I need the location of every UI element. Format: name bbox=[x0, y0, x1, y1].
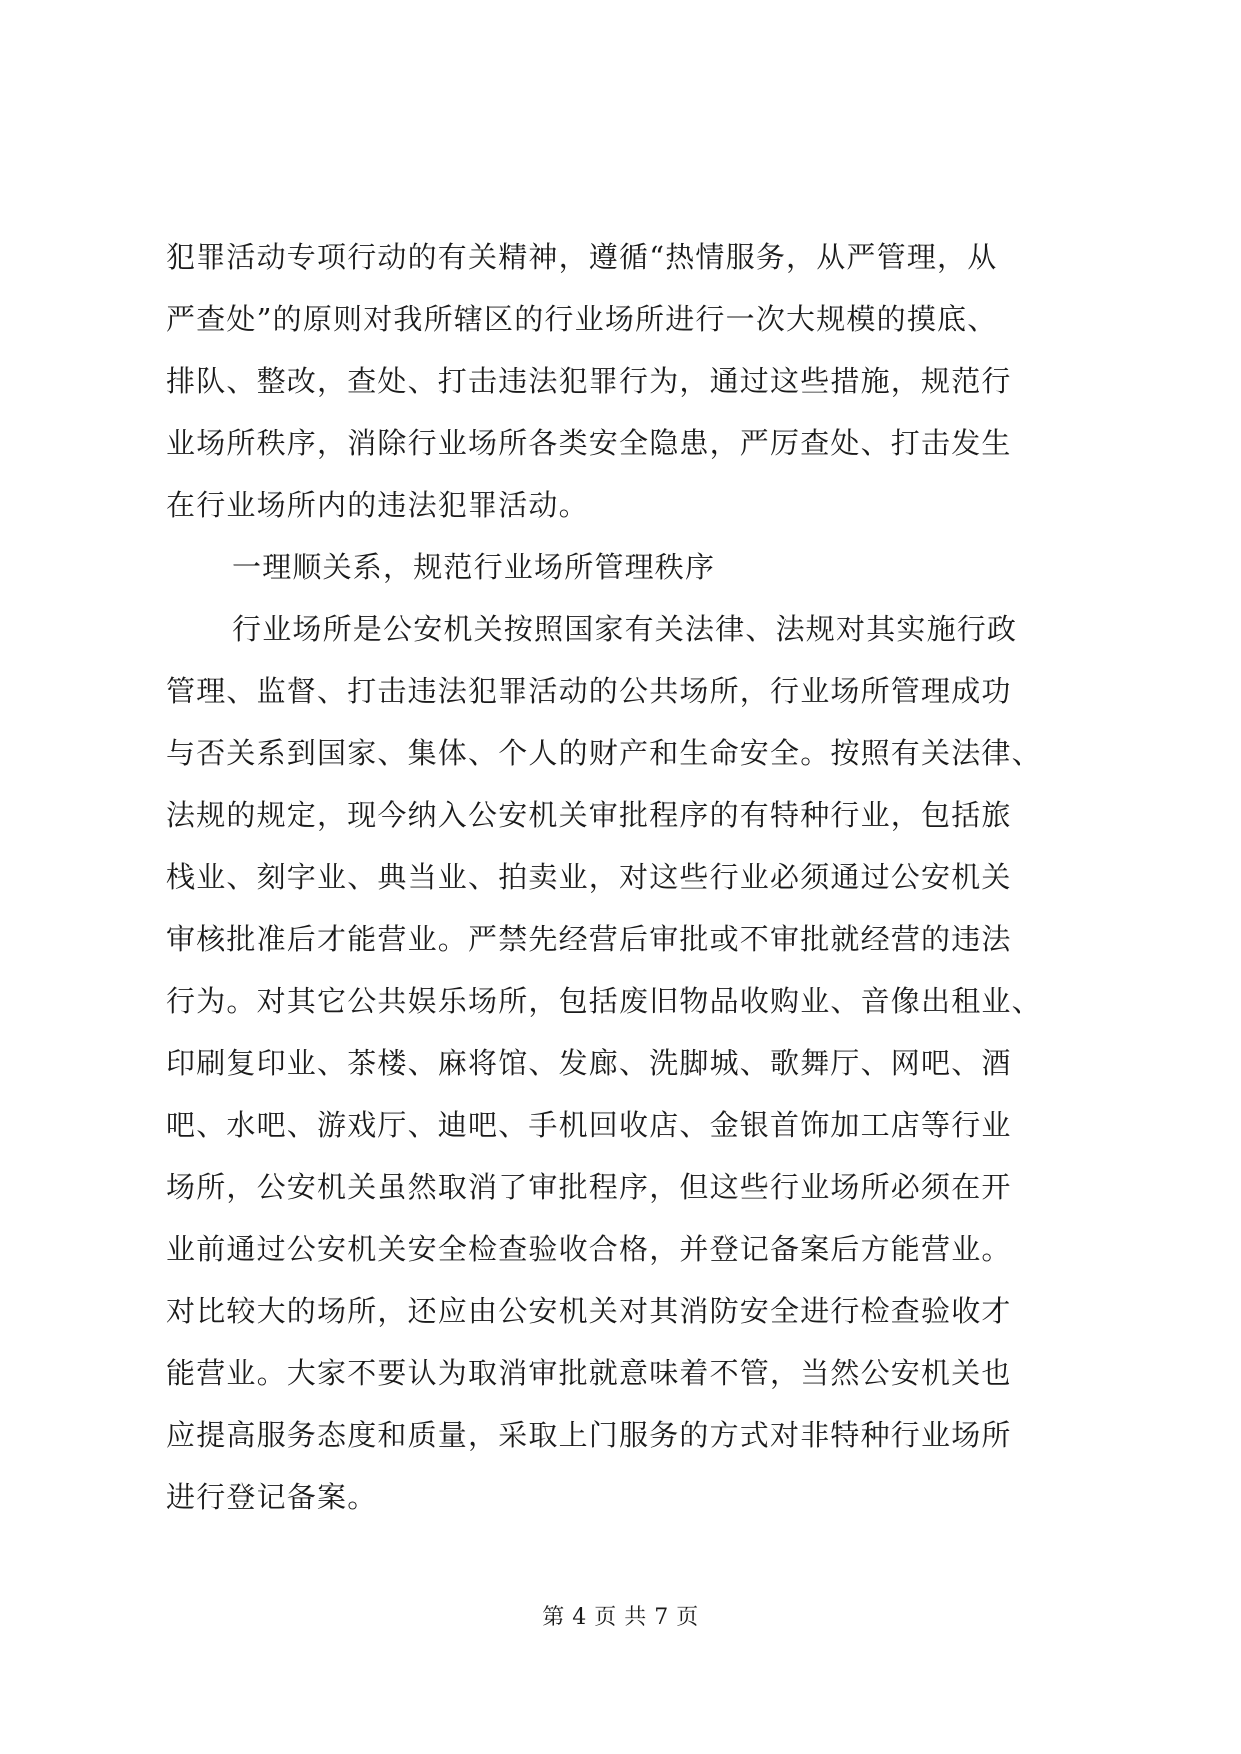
page-number: 第 4 页 共 7 页 bbox=[542, 1605, 699, 1630]
text-line: 场所，公安机关虽然取消了审批程序，但这些行业场所必须在开 bbox=[166, 1170, 1012, 1204]
text-line: 在行业场所内的违法犯罪活动。 bbox=[166, 488, 589, 522]
text-line: 进行登记备案。 bbox=[166, 1480, 378, 1514]
text-line: 业场所秩序，消除行业场所各类安全隐患，严厉查处、打击发生 bbox=[166, 426, 1012, 460]
text-line: 与否关系到国家、集体、个人的财产和生命安全。按照有关法律、 bbox=[166, 736, 1042, 770]
paragraph-first-line: 行业场所是公安机关按照国家有关法律、法规对其实施行政 bbox=[232, 612, 1018, 646]
text-line: 栈业、刻字业、典当业、拍卖业，对这些行业必须通过公安机关 bbox=[166, 860, 1012, 894]
text-line: 吧、水吧、游戏厅、迪吧、手机回收店、金银首饰加工店等行业 bbox=[166, 1108, 1012, 1142]
text-line: 行为。对其它公共娱乐场所，包括废旧物品收购业、音像出租业、 bbox=[166, 984, 1042, 1018]
text-line: 管理、监督、打击违法犯罪活动的公共场所，行业场所管理成功 bbox=[166, 674, 1012, 708]
text-line: 对比较大的场所，还应由公安机关对其消防安全进行检查验收才 bbox=[166, 1294, 1012, 1328]
text-line: 排队、整改，查处、打击违法犯罪行为，通过这些措施，规范行 bbox=[166, 364, 1012, 398]
text-line: 应提高服务态度和质量，采取上门服务的方式对非特种行业场所 bbox=[166, 1418, 1012, 1452]
text-line: 印刷复印业、茶楼、麻将馆、发廊、洗脚城、歌舞厅、网吧、酒 bbox=[166, 1046, 1012, 1080]
text-line: 犯罪活动专项行动的有关精神，遵循“热情服务，从严管理，从 bbox=[166, 240, 998, 274]
text-line: 能营业。大家不要认为取消审批就意味着不管，当然公安机关也 bbox=[166, 1356, 1012, 1390]
text-line: 审核批准后才能营业。严禁先经营后审批或不审批就经营的违法 bbox=[166, 922, 1012, 956]
section-heading: 一理顺关系，规范行业场所管理秩序 bbox=[232, 550, 716, 584]
text-line: 严查处”的原则对我所辖区的行业场所进行一次大规模的摸底、 bbox=[166, 302, 998, 336]
text-line: 法规的规定，现今纳入公安机关审批程序的有特种行业，包括旅 bbox=[166, 798, 1012, 832]
text-line: 业前通过公安机关安全检查验收合格，并登记备案后方能营业。 bbox=[166, 1232, 1012, 1266]
document-body bbox=[166, 226, 1086, 1528]
